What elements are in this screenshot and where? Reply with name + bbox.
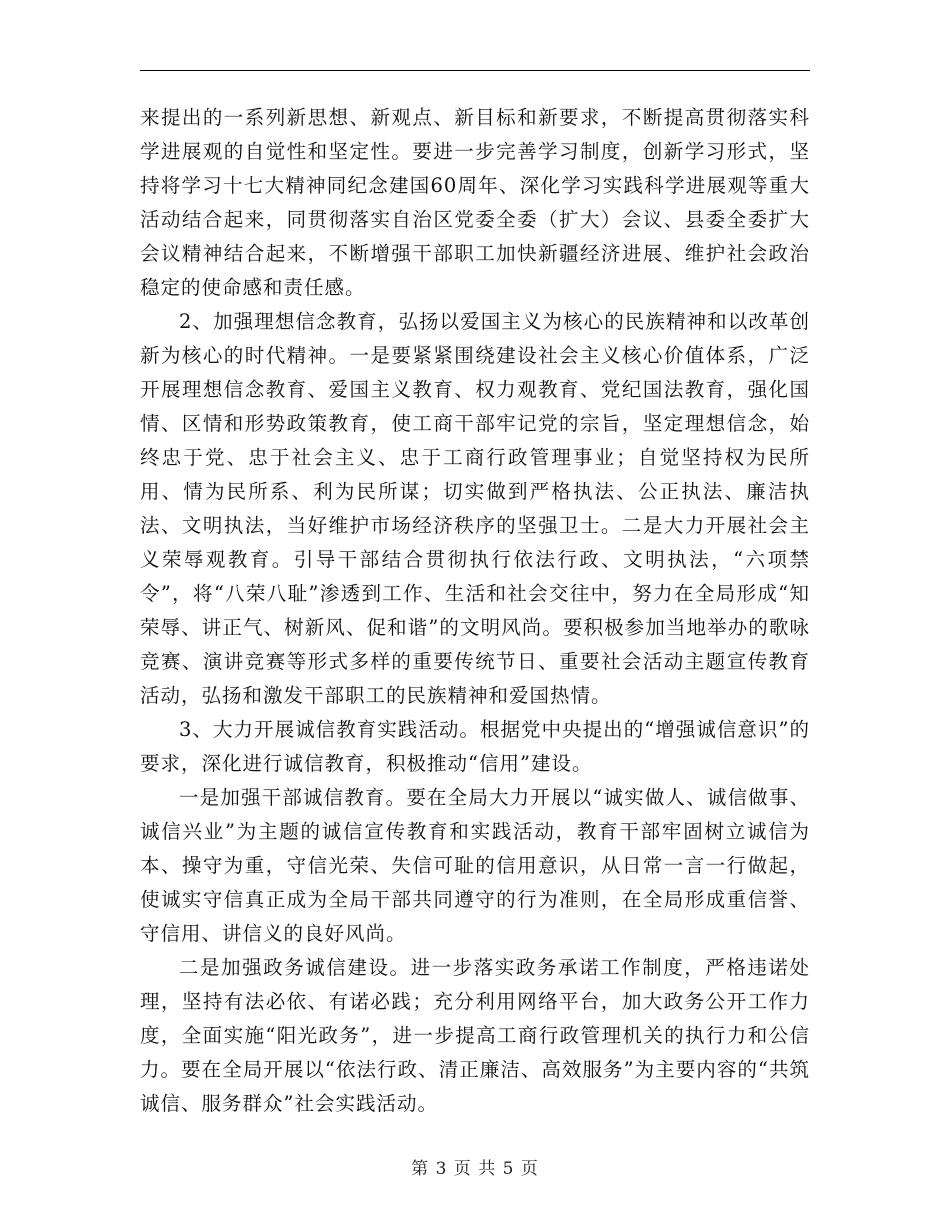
paragraph-ideals-education: 2、加强理想信念教育，弘扬以爱国主义为核心的民族精神和以改革创新为核心的时代精神。一是要紧紧围绕建设社会主义核心价值体系，广泛开展理想信念教育、爱国主义教育、权力观教育、党纪国法教育，强化国情、区情和形势政策教育，使工商干部牢记党的宗旨，坚定理想信念，始终忠于党、忠于社会主义、忠于工商行政管理事业；自觉坚持权为民所用、情为民所系、利为民所谋；切实做到严格执法、公正执法、廉洁执法、文明执法，当好维护市场经济秩序的坚强卫士。二是大力开展社会主义荣辱观教育。引导干部结合贯彻执行依法行政、文明执法，“六项禁令”，将“八荣八耻”渗透到工作、生活和社会交往中，努力在全局形成“知荣辱、讲正气、树新风、促和谐”的文明风尚。要积极参加当地举办的歌咏竞赛、演讲竞赛等形式多样的重要传统节日、重要社会活动主题宣传教育活动，弘扬和激发干部职工的民族精神和爱国热情。 bbox=[140, 310, 810, 707]
paragraph-integrity-activities: 3、大力开展诚信教育实践活动。根据党中央提出的“增强诚信意识”的要求，深化进行诚信教育，积极推动“信用”建设。 bbox=[140, 718, 810, 775]
paragraph-continuation: 来提出的一系列新思想、新观点、新目标和新要求，不断提高贯彻落实科学进展观的自觉性和坚定性。要进一步完善学习制度，创新学习形式，坚持将学习十七大精神同纪念建国60周年、深化学习实践科学进展观等重大活动结合起来，同贯彻落实自治区党委全委（扩大）会议、县委全委扩大会议精神结合起来，不断增强干部职工加快新疆经济进展、维护社会政治稳定的使命感和责任感。 bbox=[140, 106, 810, 299]
page-number: 第 3 页 共 5 页 bbox=[411, 1159, 539, 1179]
paragraph-cadre-integrity: 一是加强干部诚信教育。要在全局大力开展以“诚实做人、诚信做事、诚信兴业”为主题的诚信宣传教育和实践活动，教育干部牢固树立诚信为本、操守为重，守信光荣、失信可耻的信用意识，从日常一言一行做起，使诚实守信真正成为全局干部共同遵守的行为准则，在全局形成重信誉、守信用、讲信义的良好风尚。 bbox=[140, 786, 810, 945]
header-rule bbox=[140, 70, 810, 71]
document-body bbox=[140, 101, 810, 1121]
paragraph-government-integrity: 二是加强政务诚信建设。进一步落实政务承诺工作制度，严格违诺处理，坚持有法必依、有诺必践；充分利用网络平台，加大政务公开工作力度，全面实施“阳光政务”，进一步提高工商行政管理机关的执行力和公信力。要在全局开展以“依法行政、清正廉洁、高效服务”为主要内容的“共筑诚信、服务群众”社会实践活动。 bbox=[140, 956, 810, 1115]
